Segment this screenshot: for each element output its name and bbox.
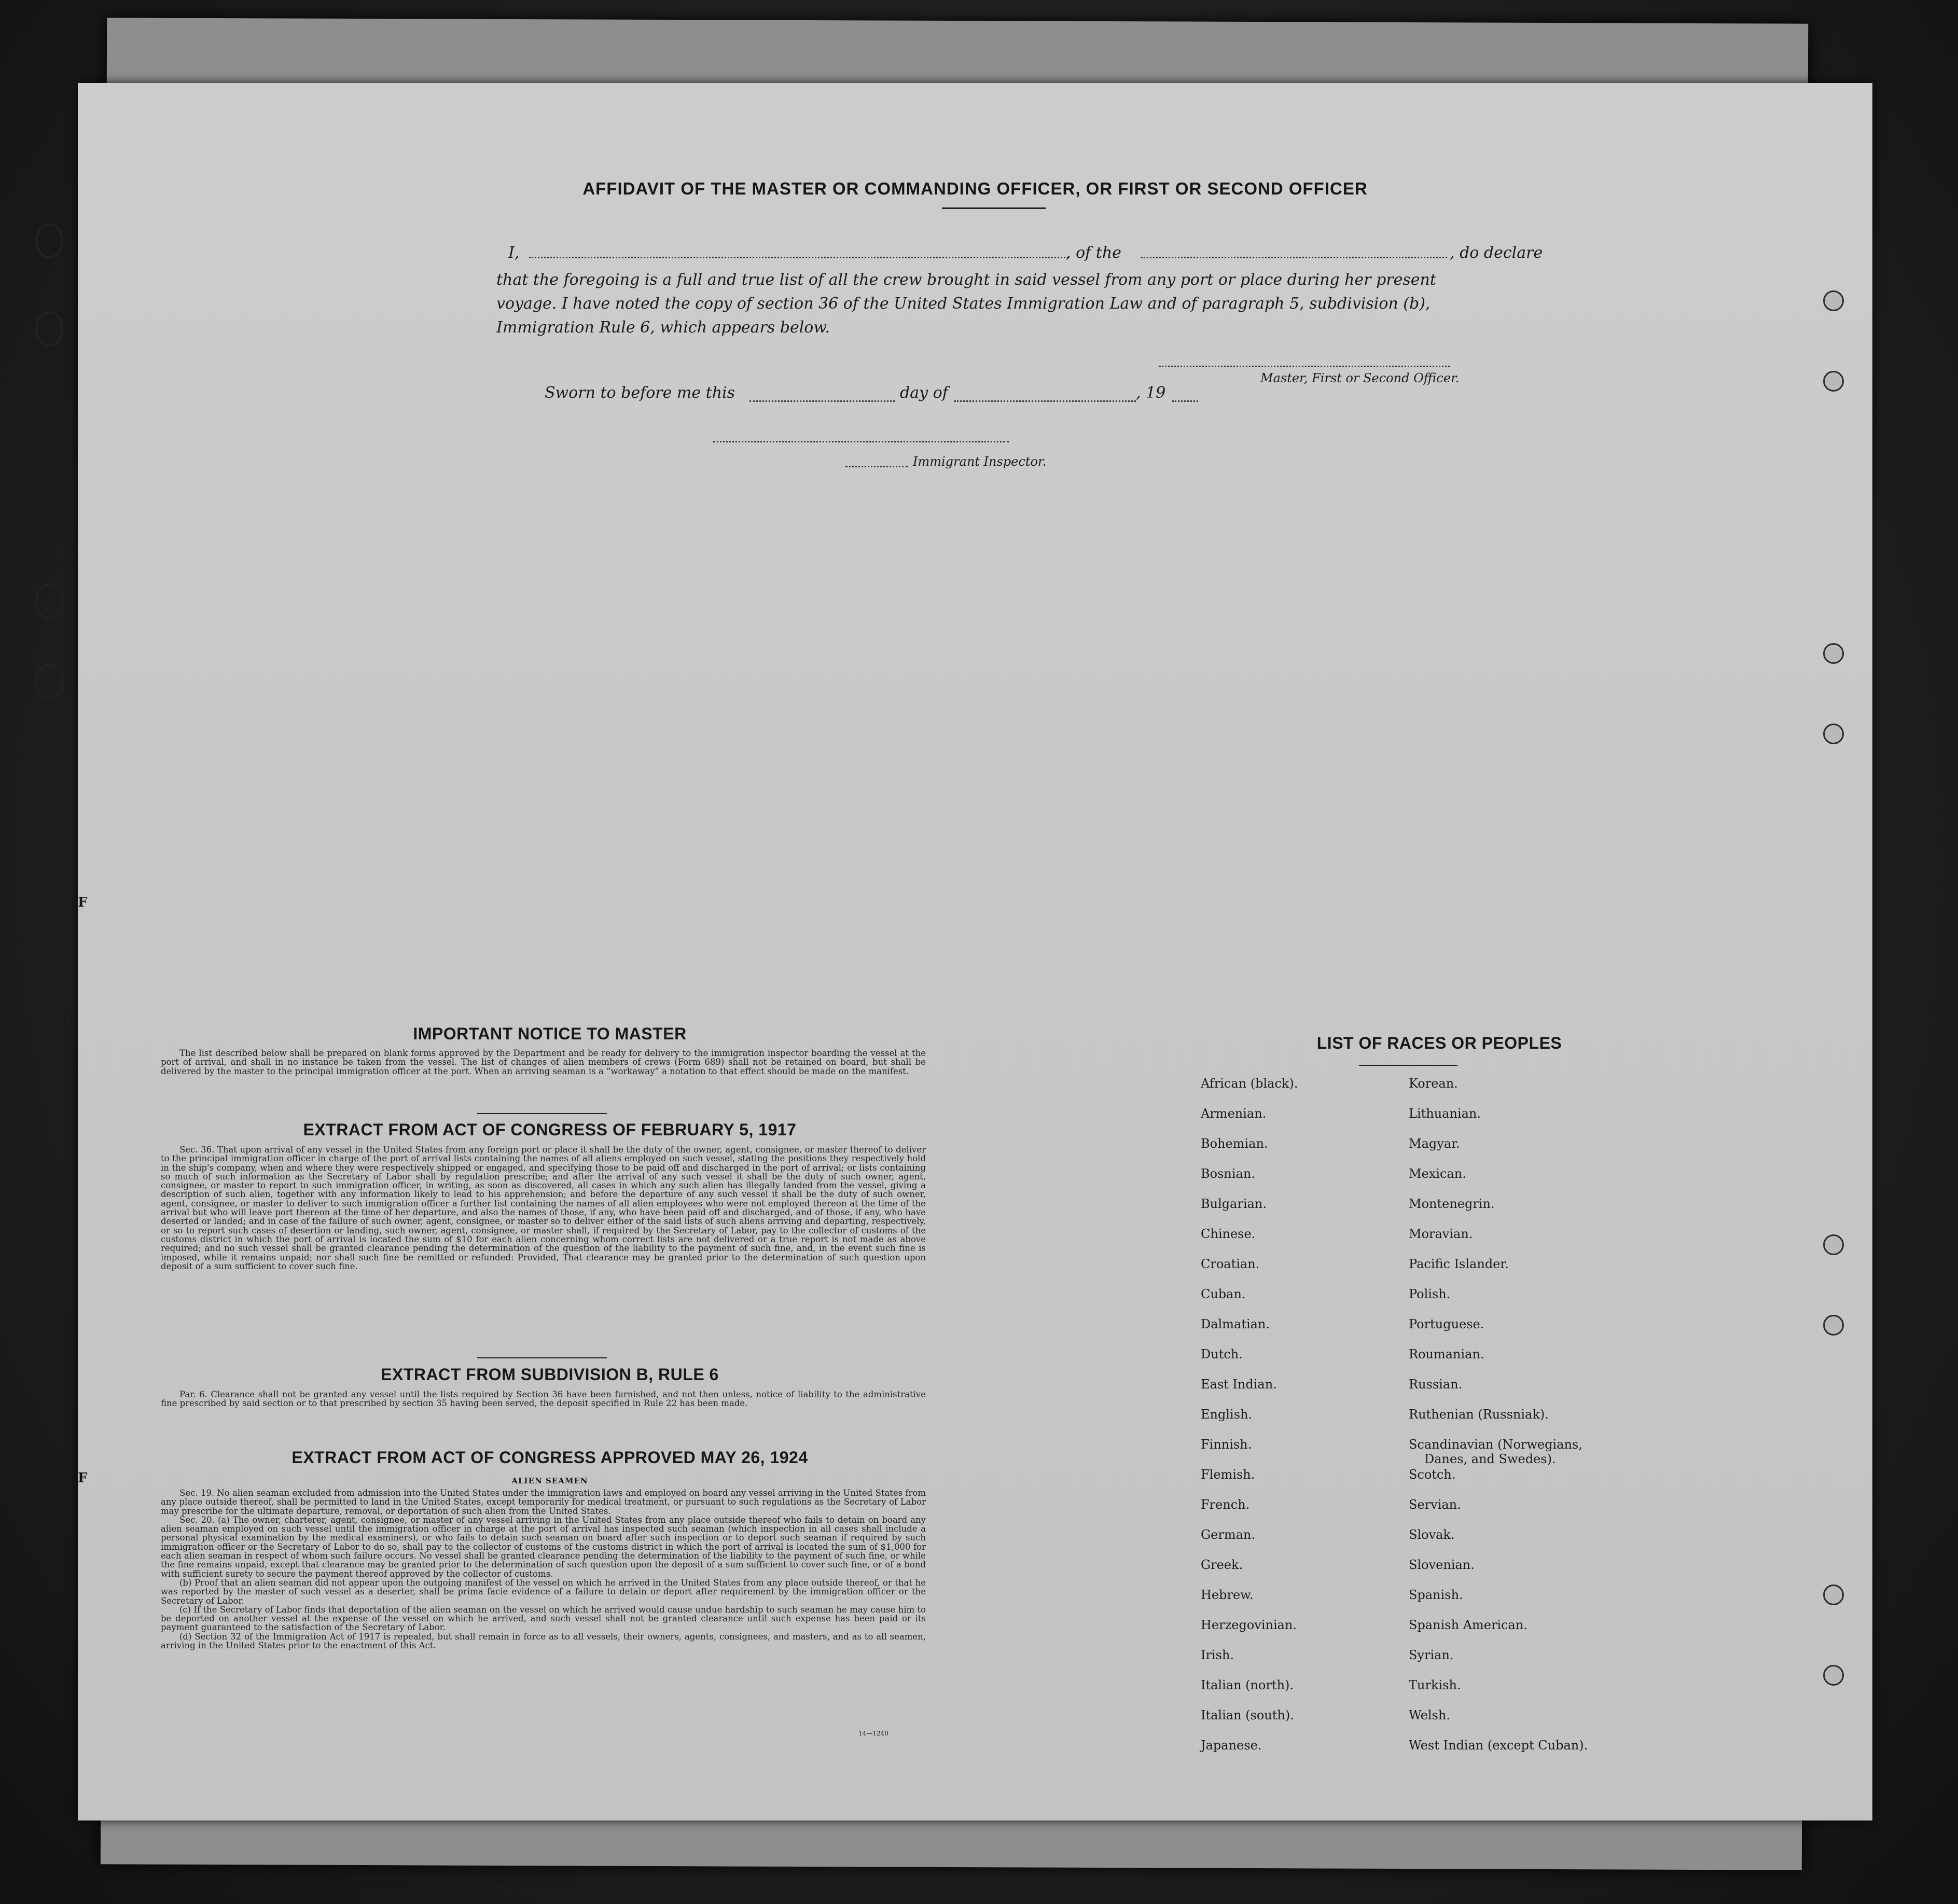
race-item: West Indian (except Cuban). — [1409, 1738, 1588, 1753]
race-item: Scandinavian (Norwegians, — [1409, 1437, 1582, 1452]
affidavit-line3: voyage. I have noted the copy of section 36 of the United States Immigration Law and of paragraph 5, subdivision (b), — [496, 295, 1431, 313]
inspector-label: Immigrant Inspector. — [913, 454, 1047, 469]
binder-hole — [35, 223, 63, 258]
extract-1924-title: EXTRACT FROM ACT OF CONGRESS APPROVED MAY 26, 1924 — [291, 1448, 808, 1467]
race-item: Slovak. — [1409, 1527, 1455, 1542]
race-item: Dutch. — [1201, 1347, 1243, 1361]
race-item: English. — [1201, 1407, 1253, 1422]
punch-hole — [1823, 1315, 1844, 1336]
extract-rule6-text: Par. 6. Clearance shall not be granted any vessel until the lists required by Section 36 have been furnished, and not then unless, notice of liability to the administrative fine prescribed by said section or to that prescribed by section 35 having been served, the deposit specified in Rule 22 has been made. — [161, 1389, 926, 1409]
punch-hole — [1823, 724, 1844, 744]
race-item: German. — [1201, 1527, 1255, 1542]
sworn-day-field[interactable] — [749, 400, 895, 402]
binder-hole — [35, 311, 63, 346]
vessel-field[interactable] — [1141, 257, 1447, 258]
inspector-name-prefix-line — [845, 466, 908, 467]
affidavit-title: AFFIDAVIT OF THE MASTER OR COMMANDING OFFICER, OR FIRST OR SECOND OFFICER — [582, 179, 1368, 198]
sec-19-text: Sec. 19. No alien seaman excluded from admission into the United States under the immigration laws and employed on board any vessel arriving in the United States from any place outside thereof, shall be permitted to land in the United States, except temporarily for medical treatment, or pursuant to such regulations as the Secretary of Labor may prescribe for the ultimate departure, removal, or deportation of such alien from the United States. — [161, 1488, 926, 1516]
race-item: Scotch. — [1409, 1467, 1456, 1482]
divider — [477, 1357, 607, 1358]
race-item: Korean. — [1409, 1076, 1458, 1091]
extract-1917-title: EXTRACT FROM ACT OF CONGRESS OF FEBRUARY 5, 1917 — [303, 1120, 797, 1139]
punch-hole — [1823, 1234, 1844, 1255]
race-item: Herzegovinian. — [1201, 1618, 1297, 1632]
inspector-signature-line[interactable] — [713, 441, 1009, 442]
title-divider — [942, 207, 1046, 209]
race-item: Flemish. — [1201, 1467, 1255, 1482]
races-divider — [1359, 1065, 1457, 1066]
punch-hole — [1823, 371, 1844, 392]
race-item: Welsh. — [1409, 1708, 1450, 1722]
sec-20b-text: (b) Proof that an alien seaman did not appear upon the outgoing manifest of the vessel on which he arrived in the United States from any place outside thereof, or that he was reported by the master of such vessel as a deserter, shall be prima facie evidence of a failure to detain or deport after requirement by the immigration officer or the Secretary of Labor. — [161, 1577, 926, 1606]
name-field[interactable] — [529, 257, 1068, 258]
race-item: Hebrew. — [1201, 1588, 1254, 1602]
race-item: Portuguese. — [1409, 1317, 1484, 1331]
race-item: Spanish. — [1409, 1588, 1463, 1602]
extract-1924-body — [161, 1489, 926, 1650]
master-signature-label: Master, First or Second Officer. — [1260, 371, 1460, 385]
punch-hole — [1823, 290, 1844, 311]
race-item: Syrian. — [1409, 1648, 1454, 1662]
extract-1917-text: Sec. 36. That upon arrival of any vessel in the United States from any foreign port or place it shall be the duty of the owner, agent, consignee, or master thereof to deliver to the principal immigration officer in charge of the port of arrival lists containing the names of all aliens employed on such vessel, stating the positions they respectively hold in the ship's company, when and where they were respectively shipped or engaged, and specifying those to be paid off and discharged in the port of arrival; or lists containing so much of such information as the Secretary of Labor shall by regulation prescribe; and after the arrival of any such vessel it shall be the duty of such owner, agent, consignee, or master to report to such immigration officer, in writing, as soon as discovered, all cases in which any such alien has illegally landed from the vessel, giving a description of such alien, together with any information likely to lead to his apprehension; and before the departure of any such vessel it shall be the duty of such owner, agent, consignee, or master to deliver to such immigration officer a further list containing the names of all alien employees who were not employed thereon at the time of the arrival but who will leave port thereon at the time of her departure, and also the names of those, if any, who have been paid off and discharged, and of those, if any, who have deserted or landed; and in case of the failure of such owner, agent, consignee, or master so to deliver either of the said lists of such aliens arriving and departing, respectively, or so to report such cases of desertion or landing, such owner, agent, consignee, or master shall, if required by the Secretary of Labor, pay to the collector of customs of the customs district in which the port of arrival is located the sum of $10 for each alien concerning whom correct lists are not delivered or a true report is not made as above required; and no such vessel shall be granted clearance pending the determination of the question of the liability to the payment of such fine, and, in the event such fine is imposed, while it remains unpaid; nor shall such fine be remitted or refunded: Provided, That clearance may be granted prior to the determination of such question upon deposit of a sum sufficient to cover such fine. — [161, 1145, 926, 1271]
margin-mark: F — [78, 1470, 88, 1486]
races-title: LIST OF RACES OR PEOPLES — [1316, 1034, 1562, 1052]
race-item: Roumanian. — [1409, 1347, 1484, 1361]
race-item: French. — [1201, 1497, 1250, 1512]
notice-text: The list described below shall be prepared on blank forms approved by the Department and be ready for delivery to the immigration inspector boarding the vessel at the port of arrival, and shall in no instance be taken from the vessel. The list of changes of alien members of crews (Form 689) shall not be retained on board, but shall be delivered by the master to the principal immigration officer at the port. When an arriving seaman is a “workaway” a notation to that effect should be made on the manifest. — [161, 1048, 926, 1076]
extract-rule6-title: EXTRACT FROM SUBDIVISION B, RULE 6 — [381, 1365, 719, 1384]
race-item: Slovenian. — [1409, 1558, 1475, 1572]
sworn-month-field[interactable] — [954, 400, 1136, 402]
affidavit-i: I, — [508, 244, 520, 262]
alien-seamen-heading: ALIEN SEAMEN — [511, 1476, 588, 1485]
race-item: Japanese. — [1201, 1738, 1262, 1753]
race-item: Montenegrin. — [1409, 1197, 1495, 1211]
race-item: Pacific Islander. — [1409, 1257, 1509, 1271]
race-item: Ruthenian (Russniak). — [1409, 1407, 1549, 1422]
sworn-prefix: Sworn to before me this — [545, 384, 735, 402]
race-item: Italian (south). — [1201, 1708, 1294, 1722]
race-item: Polish. — [1409, 1287, 1451, 1301]
race-item: Lithuanian. — [1409, 1106, 1481, 1121]
race-item: Italian (north). — [1201, 1678, 1294, 1692]
race-item: Magyar. — [1409, 1136, 1460, 1151]
race-item: Bohemian. — [1201, 1136, 1268, 1151]
affidavit-line2: that the foregoing is a full and true list of all the crew brought in said vessel from any port or place during her present — [496, 271, 1436, 289]
punch-hole — [1823, 643, 1844, 664]
race-item: Moravian. — [1409, 1227, 1473, 1241]
sec-20c-text: (c) If the Secretary of Labor finds that deportation of the alien seaman on the vessel on which he arrived would cause undue hardship to such seaman he may cause him to be deported on another vessel at the expense of the vessel on which he arrived, and such vessel shall not be granted clearance until such expense has been paid or its payment guaranteed to the satisfaction of the Secretary of Labor. — [161, 1604, 926, 1633]
binder-hole — [35, 664, 63, 699]
affidavit-line4: Immigration Rule 6, which appears below. — [496, 318, 830, 337]
notice-body — [161, 1049, 926, 1076]
race-item: Armenian. — [1201, 1106, 1267, 1121]
race-item: African (black). — [1201, 1076, 1298, 1091]
divider — [477, 1113, 607, 1114]
race-item: Croatian. — [1201, 1257, 1260, 1271]
race-item: Dalmatian. — [1201, 1317, 1270, 1331]
document-sheet — [78, 83, 1872, 1820]
sworn-day-of: day of — [900, 384, 948, 402]
sec-20a-text: Sec. 20. (a) The owner, charterer, agent, consignee, or master of any vessel arriving in the United States from any place outside thereof who fails to detain on board any alien seaman employed on such vessel until the immigration officer in charge at the port of arrival has inspected such seaman (which inspection in all cases shall include a personal physical examination by the medical examiners), or who fails to detain such seaman on board after such inspection or to deport such seaman if required by such immigration officer or the Secretary of Labor to do so, shall pay to the collector of customs of the customs district in which the port of arrival is located the sum of $1,000 for each alien seaman in respect of whom such failure occurs. No vessel shall be granted clearance pending the determination of the liability to the payment of such fine, or while the fine remains unpaid, except that clearance may be granted prior to the determination of such question upon the deposit of a sum sufficient to cover such fine, or of a bond with sufficient surety to secure the payment thereof approved by the collector of customs. — [161, 1514, 926, 1579]
sec-20d-text: (d) Section 32 of the Immigration Act of 1917 is repealed, but shall remain in force as to all vessels, their owners, agents, consignees, and masters, and as to all seamen, arriving in the United States prior to the enactment of this Act. — [161, 1631, 926, 1651]
affidavit-do-declare: , do declare — [1450, 244, 1543, 262]
race-item: Chinese. — [1201, 1227, 1256, 1241]
race-item: Servian. — [1409, 1497, 1461, 1512]
race-item: Greek. — [1201, 1558, 1243, 1572]
race-item: Turkish. — [1409, 1678, 1461, 1692]
race-item: Bosnian. — [1201, 1166, 1255, 1181]
master-signature-line[interactable] — [1159, 366, 1450, 367]
race-item: Cuban. — [1201, 1287, 1246, 1301]
punch-hole — [1823, 1585, 1844, 1605]
race-item: Irish. — [1201, 1648, 1234, 1662]
binder-hole — [35, 583, 63, 619]
affidavit-of-the: , of the — [1066, 244, 1121, 262]
race-item: East Indian. — [1201, 1377, 1277, 1392]
race-item: Russian. — [1409, 1377, 1463, 1392]
sworn-year-prefix: , 19 — [1136, 384, 1166, 402]
form-number: 14—1240 — [858, 1730, 888, 1737]
notice-title: IMPORTANT NOTICE TO MASTER — [413, 1024, 687, 1043]
race-item: Danes, and Swedes). — [1424, 1452, 1556, 1466]
sworn-year-field[interactable] — [1172, 400, 1198, 402]
race-item: Spanish American. — [1409, 1618, 1527, 1632]
race-item: Finnish. — [1201, 1437, 1252, 1452]
margin-mark: F — [78, 895, 88, 910]
race-item: Mexican. — [1409, 1166, 1466, 1181]
punch-hole — [1823, 1665, 1844, 1686]
extract-rule6-body — [161, 1390, 926, 1408]
race-item: Bulgarian. — [1201, 1197, 1267, 1211]
extract-1917-body — [161, 1145, 926, 1271]
